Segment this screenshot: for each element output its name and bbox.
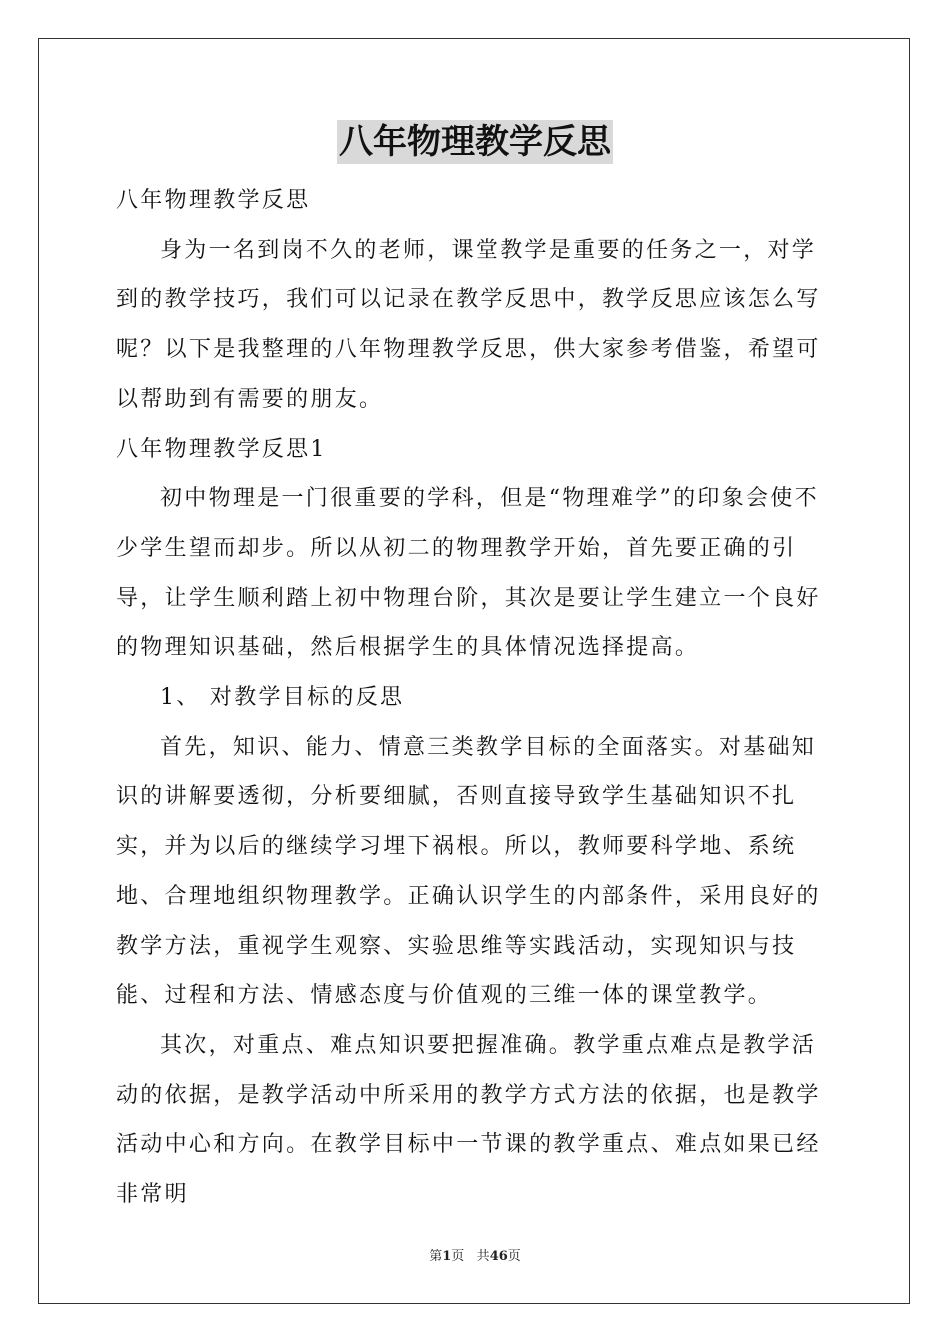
page-footer xyxy=(0,1248,950,1266)
page-prefix: 第 xyxy=(429,1249,443,1264)
paragraph-body: 初中物理是一门很重要的学科，但是“物理难学”的印象会使不少学生望而却步。所以从初二的物理教学开始，首先要正确的引导，让学生顺利踏上初中物理台阶，其次是要让学生建立一个良好的物理知识基础，然后根据学生的具体情况选择提高。 xyxy=(116,486,821,661)
document-body xyxy=(116,176,832,1220)
total-pages: 46 xyxy=(489,1249,508,1264)
paragraph-body: 首先，知识、能力、情意三类教学目标的全面落实。对基础知识的讲解要透彻，分析要细腻，否则直接导致学生基础知识不扎实，并为以后的继续学习埋下祸根。所以，教师要科学地、系统地、合理地组织物理教学。正确认识学生的内部条件，采用良好的教学方法，重视学生观察、实验思维等实践活动，实现知识与技能、过程和方法、情感态度与价值观的三维一体的课堂教学。 xyxy=(116,734,821,1009)
paragraph-intro: 身为一名到岗不久的老师，课堂教学是重要的任务之一，对学到的教学技巧，我们可以记录在教学反思中，教学反思应该怎么写呢？以下是我整理的八年物理教学反思，供大家参考借鉴，希望可以帮助到有需要的朋友。 xyxy=(116,237,821,412)
total-prefix: 共 xyxy=(476,1249,490,1264)
paragraph-body: 其次，对重点、难点知识要把握准确。教学重点难点是教学活动的依据，是教学活动中所采用的教学方式方法的依据，也是教学活动中心和方向。在教学目标中一节课的教学重点、难点如果已经非常明 xyxy=(116,1032,821,1208)
total-suffix: 页 xyxy=(507,1249,521,1264)
page-number: 1 xyxy=(442,1249,452,1264)
page-suffix: 页 xyxy=(451,1249,465,1264)
paragraph-section-heading: 八年物理教学反思1 xyxy=(116,436,327,462)
document-title: 八年物理教学反思 xyxy=(339,122,611,162)
title-container xyxy=(0,120,950,164)
paragraph-subheading: 1、 对教学目标的反思 xyxy=(160,685,405,711)
paragraph-heading: 八年物理教学反思 xyxy=(116,188,311,213)
